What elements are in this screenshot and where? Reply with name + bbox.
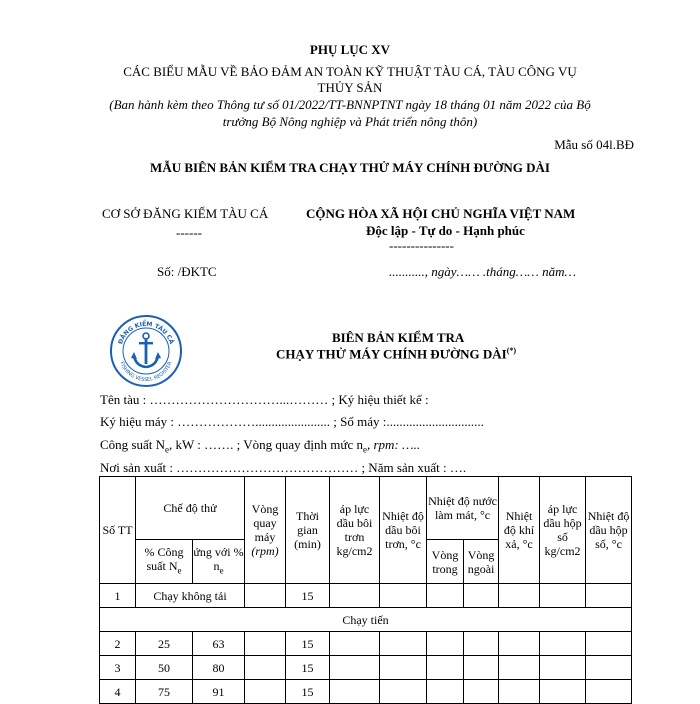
row-cell <box>380 584 427 608</box>
row-cell <box>427 632 464 656</box>
row-cell <box>330 632 380 656</box>
svg-text:ĐĂNG KIỂM TÀU CÁ: ĐĂNG KIỂM TÀU CÁ <box>117 320 175 346</box>
doc-title: BIÊN BẢN KIỂM TRA <box>332 330 465 345</box>
row-cell <box>330 656 380 680</box>
row-no: 3 <box>100 656 136 680</box>
row-cell <box>427 584 464 608</box>
row-no: 2 <box>100 632 136 656</box>
row-cell <box>380 632 427 656</box>
row-time: 15 <box>286 656 330 680</box>
header-rpm-unit: (rpm) <box>251 544 279 558</box>
row-cell <box>464 632 499 656</box>
row-time: 15 <box>286 632 330 656</box>
appendix-title: PHỤ LỤC XV <box>309 42 391 57</box>
power-field <box>100 437 420 455</box>
header-coolant-temp: Nhiệt độ nước làm mát, °c <box>427 477 499 540</box>
power-rest: , kW : ……. ; Vòng quay định mức n <box>169 437 363 452</box>
row-time: 15 <box>286 680 330 704</box>
row-speed: 63 <box>193 632 245 656</box>
row-cell <box>586 584 632 608</box>
test-results-table <box>99 476 632 704</box>
row-mode: Chạy không tải <box>136 584 245 608</box>
row-power: 25 <box>136 632 193 656</box>
header-oil-pressure: áp lực dầu bôi trơn kg/cm2 <box>330 477 380 584</box>
row-cell <box>330 584 380 608</box>
nation-name: CỘNG HÒA XÃ HỘI CHỦ NGHĨA VIỆT NAM <box>306 206 576 221</box>
header-exhaust-temp: Nhiệt độ khí xả, °c <box>499 477 540 584</box>
doc-subtitle <box>276 346 516 362</box>
header-coolant-inner: Vòng trong <box>427 540 464 584</box>
header-mode-power <box>136 540 193 584</box>
registry-logo <box>109 314 183 388</box>
document-number: Số: /ĐKTC <box>157 264 217 279</box>
org-name: CƠ SỞ ĐĂNG KIỂM TÀU CÁ <box>102 206 269 221</box>
row-speed: 91 <box>193 680 245 704</box>
form-number: Mẫu số 04l.BĐ <box>554 137 634 152</box>
header-mode-speed <box>193 540 245 584</box>
row-cell <box>499 656 540 680</box>
row-rpm <box>245 584 286 608</box>
nation-dash: --------------- <box>389 238 454 253</box>
header-mode-power-label: % Công suất N <box>144 545 184 574</box>
issuance-line2: trưởng Bộ Nông nghiệp và Phát triển nông thôn) <box>222 114 478 129</box>
header-rpm-label: Vòng quay máy <box>251 502 279 544</box>
nation-motto: Độc lập - Tự do - Hạnh phúc <box>366 223 525 238</box>
table-row <box>100 584 632 608</box>
header-mode: Chế độ thử <box>136 477 245 540</box>
header-no: Số TT <box>100 477 136 584</box>
engine-code-field: Ký hiệu máy : ………………....................... ; Số máy :.............................. <box>100 414 484 429</box>
speed-sub: e <box>362 444 367 455</box>
org-dash: ------ <box>176 225 202 240</box>
origin-field: Nơi sản xuất : …………………………………… ; Năm sản xuất : …. <box>100 460 467 475</box>
row-no: 1 <box>100 584 136 608</box>
row-cell <box>586 632 632 656</box>
header-gear-temp: Nhiệt độ dầu hộp số, °c <box>586 477 632 584</box>
row-cell <box>540 632 586 656</box>
power-sub: e <box>165 444 169 455</box>
row-power: 75 <box>136 680 193 704</box>
row-rpm <box>245 656 286 680</box>
row-cell <box>427 656 464 680</box>
main-title-line1: CÁC BIỂU MẪU VỀ BẢO ĐẢM AN TOÀN KỸ THUẬT TÀU CÁ, TÀU CÔNG VỤ <box>123 64 577 79</box>
header-mode-power-sub: e <box>177 565 182 576</box>
row-cell <box>380 656 427 680</box>
form-title: MẪU BIÊN BẢN KIỂM TRA CHẠY THỬ MÁY CHÍNH ĐƯỜNG DÀI <box>150 160 550 175</box>
anchor-icon <box>109 314 183 388</box>
header-rpm <box>245 477 286 584</box>
row-cell <box>540 656 586 680</box>
header-coolant-outer: Vòng ngoài <box>464 540 499 584</box>
section-label: Chạy tiến <box>100 608 632 632</box>
row-speed: 80 <box>193 656 245 680</box>
row-power: 50 <box>136 656 193 680</box>
ship-name-field: Tên tàu : …………………………...……… ; Ký hiệu thiết kế : <box>100 392 429 407</box>
date-line: ..........., ngày…… .tháng…… năm… <box>389 264 577 279</box>
table-row <box>100 656 632 680</box>
doc-subtitle-note: (*) <box>506 346 517 355</box>
doc-subtitle-text: CHẠY THỬ MÁY CHÍNH ĐƯỜNG DÀI <box>276 346 507 362</box>
header-mode-speed-label: ứng với % n <box>193 545 244 574</box>
table-row <box>100 632 632 656</box>
svg-text:FISHING VESSEL REGISTER: FISHING VESSEL REGISTER <box>118 360 174 384</box>
main-title-line2: THỦY SẢN <box>317 80 383 95</box>
row-cell <box>499 584 540 608</box>
issuance-line1: (Ban hành kèm theo Thông tư số 01/2022/TT-BNNPTNT ngày 18 tháng 01 năm 2022 của Bộ <box>109 97 591 112</box>
row-no: 4 <box>100 680 136 704</box>
header-gear-pressure: áp lực dầu hộp số kg/cm2 <box>540 477 586 584</box>
power-label: Công suất N <box>100 437 165 452</box>
header-time: Thời gian (min) <box>286 477 330 584</box>
row-cell <box>499 632 540 656</box>
row-cell <box>464 584 499 608</box>
power-unit: , rpm: ….. <box>366 437 421 452</box>
row-cell <box>586 656 632 680</box>
row-rpm <box>245 632 286 656</box>
row-cell <box>540 584 586 608</box>
section-row <box>100 608 632 632</box>
row-cell <box>464 656 499 680</box>
row-time: 15 <box>286 584 330 608</box>
header-mode-speed-sub: e <box>219 565 224 576</box>
header-oil-temp: Nhiệt độ dầu bôi trơn, °c <box>380 477 427 584</box>
